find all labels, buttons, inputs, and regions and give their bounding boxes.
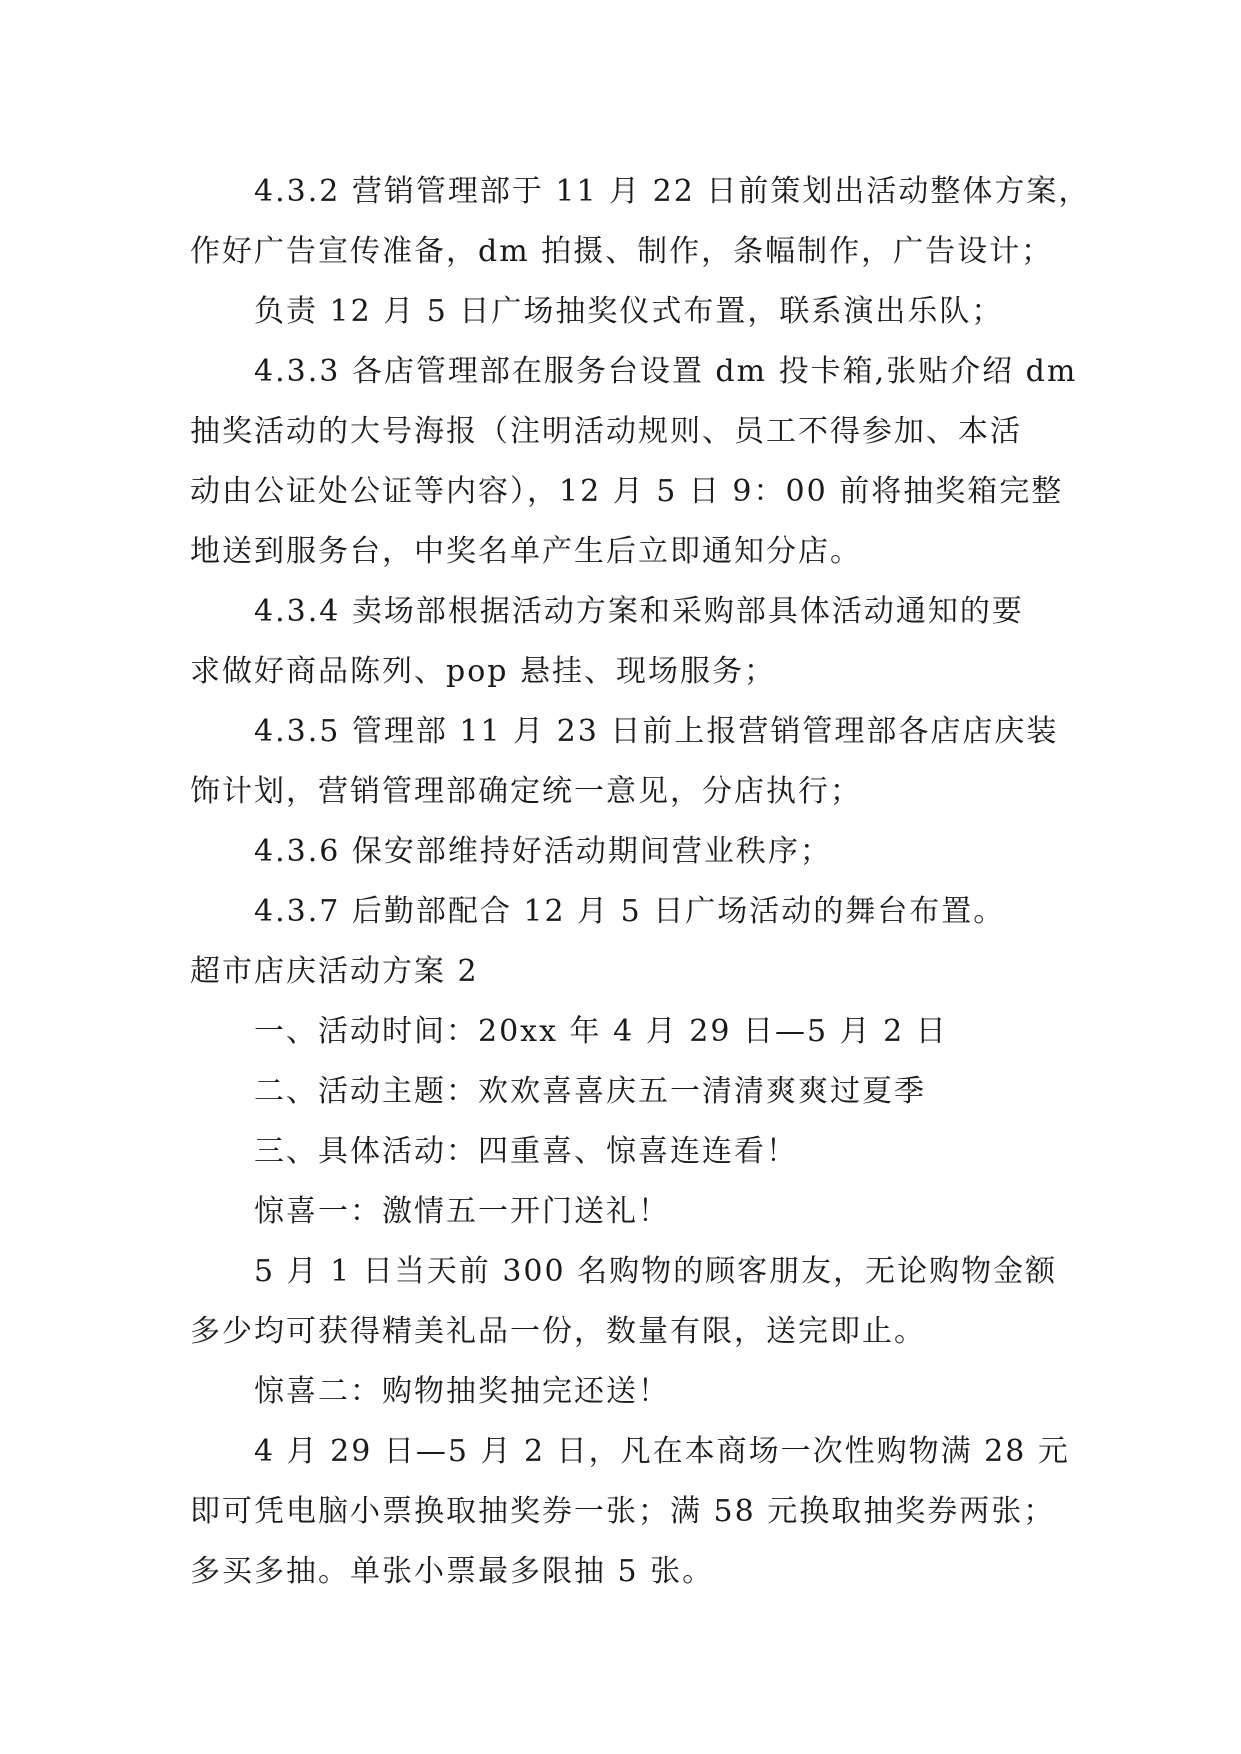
text-line: 地送到服务台，中奖名单产生后立即通知分店。 — [190, 534, 862, 569]
text-line: 作好广告宣传准备，dm 拍摄、制作，条幅制作，广告设计； — [190, 234, 1054, 269]
text-line: 4 月 29 日—5 月 2 日，凡在本商场一次性购物满 28 元 — [254, 1434, 1070, 1469]
paragraph — [190, 282, 1060, 342]
paragraph — [190, 882, 1060, 942]
paragraph — [190, 1242, 1060, 1362]
text-line: 即可凭电脑小票换取抽奖券一张；满 58 元换取抽奖券两张； — [190, 1494, 1056, 1529]
document-body — [190, 162, 1091, 1602]
text-line: 饰计划，营销管理部确定统一意见，分店执行； — [190, 774, 862, 809]
text-line: 4.3.6 保安部维持好活动期间营业秩序； — [254, 834, 832, 869]
text-line: 一、活动时间：20xx 年 4 月 29 日—5 月 2 日 — [254, 1014, 948, 1049]
text-line: 超市店庆活动方案 2 — [190, 954, 479, 989]
paragraph — [190, 162, 1091, 282]
text-line: 4.3.2 营销管理部于 11 月 22 日前策划出活动整体方案， — [254, 174, 1091, 209]
paragraph — [190, 342, 1078, 582]
text-line: 4.3.7 后勤部配合 12 月 5 日广场活动的舞台布置。 — [254, 894, 1006, 929]
paragraph — [190, 1062, 1060, 1122]
paragraph — [190, 1002, 1060, 1062]
text-line: 负责 12 月 5 日广场抽奖仪式布置，联系演出乐队； — [254, 294, 1004, 329]
text-line: 4.3.3 各店管理部在服务台设置 dm 投卡箱,张贴介绍 dm — [254, 354, 1078, 389]
paragraph — [190, 582, 1060, 702]
text-line: 4.3.5 管理部 11 月 23 日前上报营销管理部各店店庆装 — [254, 714, 1059, 749]
section-title — [190, 942, 1060, 1002]
text-line: 二、活动主题：欢欢喜喜庆五一清清爽爽过夏季 — [254, 1074, 926, 1109]
text-line: 4.3.4 卖场部根据活动方案和采购部具体活动通知的要 — [254, 594, 1024, 629]
text-line: 惊喜一：激情五一开门送礼！ — [254, 1194, 670, 1229]
text-line: 抽奖活动的大号海报（注明活动规则、员工不得参加、本活 — [190, 414, 1022, 449]
text-line: 5 月 1 日当天前 300 名购物的顾客朋友，无论购物金额 — [254, 1254, 1058, 1289]
paragraph — [190, 1422, 1070, 1602]
paragraph — [190, 702, 1060, 822]
paragraph — [190, 1362, 1060, 1422]
text-line: 求做好商品陈列、pop 悬挂、现场服务； — [190, 654, 777, 689]
paragraph — [190, 1182, 1060, 1242]
text-line: 多少均可获得精美礼品一份，数量有限，送完即止。 — [190, 1314, 926, 1349]
text-line: 动由公证处公证等内容），12 月 5 日 9：00 前将抽奖箱完整 — [190, 474, 1064, 509]
paragraph — [190, 1122, 1060, 1182]
text-line: 惊喜二：购物抽奖抽完还送！ — [254, 1374, 670, 1409]
text-line: 三、具体活动：四重喜、惊喜连连看！ — [254, 1134, 798, 1169]
paragraph — [190, 822, 1060, 882]
text-line: 多买多抽。单张小票最多限抽 5 张。 — [190, 1554, 715, 1589]
